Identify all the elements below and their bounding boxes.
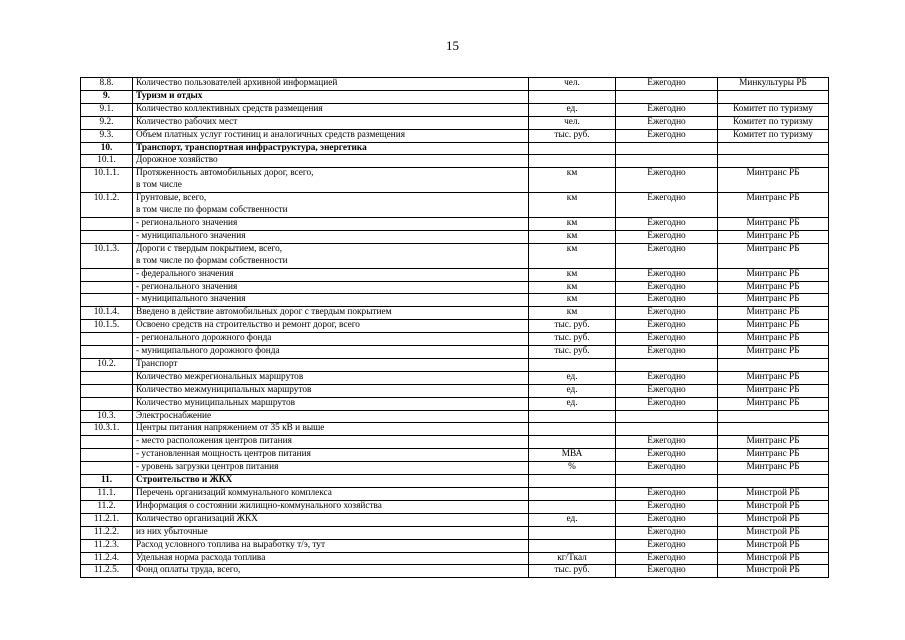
indicator-name xyxy=(133,526,529,539)
responsible-cell: Минтранс РБ xyxy=(718,268,829,281)
indicator-name-line: - муниципального дорожного фонда xyxy=(136,346,280,357)
responsible-cell xyxy=(718,475,829,488)
unit-cell: км xyxy=(529,168,616,193)
indicator-name-line: Центры питания напряжением от 35 кВ и выше xyxy=(136,423,325,434)
indicator-name-line: Введено в действие автомобильных дорог с твердым покрытием xyxy=(136,307,392,318)
table-row xyxy=(81,500,829,513)
indicator-name xyxy=(133,488,529,501)
unit-cell: % xyxy=(529,462,616,475)
row-number: 10.3. xyxy=(81,410,133,423)
responsible-cell xyxy=(718,423,829,436)
indicator-name xyxy=(133,384,529,397)
table-row xyxy=(81,320,829,333)
unit-cell: ед. xyxy=(529,371,616,384)
unit-cell: км xyxy=(529,268,616,281)
row-number xyxy=(81,384,133,397)
responsible-cell: Минстрой РБ xyxy=(718,565,829,578)
unit-cell xyxy=(529,90,616,103)
frequency-cell: Ежегодно xyxy=(616,449,718,462)
frequency-cell: Ежегодно xyxy=(616,488,718,501)
indicator-name xyxy=(133,513,529,526)
responsible-cell: Минтранс РБ xyxy=(718,436,829,449)
table-row xyxy=(81,475,829,488)
table-body xyxy=(81,78,829,578)
table-row xyxy=(81,193,829,218)
indicator-name-line: - установленная мощность центров питания xyxy=(136,449,311,460)
indicator-name xyxy=(133,78,529,91)
row-number: 10.1.5. xyxy=(81,320,133,333)
indicator-name-line: - муниципального значения xyxy=(136,294,246,305)
table-row xyxy=(81,168,829,193)
indicator-name xyxy=(133,539,529,552)
indicator-name-line: Расход условного топлива на выработку т/э, тут xyxy=(136,539,326,550)
indicator-name-line: Освоено средств на строительство и ремонт дорог, всего xyxy=(136,320,360,331)
table-row xyxy=(81,410,829,423)
table-row xyxy=(81,90,829,103)
frequency-cell: Ежегодно xyxy=(616,294,718,307)
indicator-name-line: Объем платных услуг гостиниц и аналогичных средств размещения xyxy=(136,129,405,140)
unit-cell: ед. xyxy=(529,397,616,410)
responsible-cell: Минстрой РБ xyxy=(718,552,829,565)
responsible-cell: Минтранс РБ xyxy=(718,397,829,410)
indicator-name-line: в том числе по формам собственности xyxy=(136,255,288,266)
table-row xyxy=(81,281,829,294)
row-number: 8.8. xyxy=(81,78,133,91)
indicator-name-line: Дорожное хозяйство xyxy=(136,155,218,166)
responsible-cell: Комитет по туризму xyxy=(718,129,829,142)
indicator-name-line: - уровень загрузки центров питания xyxy=(136,462,279,473)
table-row xyxy=(81,333,829,346)
table-row xyxy=(81,116,829,129)
frequency-cell: Ежегодно xyxy=(616,565,718,578)
frequency-cell: Ежегодно xyxy=(616,333,718,346)
unit-cell: тыс. руб. xyxy=(529,565,616,578)
frequency-cell xyxy=(616,358,718,371)
frequency-cell: Ежегодно xyxy=(616,268,718,281)
indicator-name xyxy=(133,155,529,168)
indicator-name-line: Транспорт xyxy=(136,358,178,369)
frequency-cell: Ежегодно xyxy=(616,129,718,142)
frequency-cell: Ежегодно xyxy=(616,500,718,513)
frequency-cell: Ежегодно xyxy=(616,307,718,320)
indicator-name-line: Туризм и отдых xyxy=(136,90,203,101)
responsible-cell: Минтранс РБ xyxy=(718,462,829,475)
row-number: 11.2.4. xyxy=(81,552,133,565)
indicator-name xyxy=(133,168,529,193)
unit-cell: тыс. руб. xyxy=(529,320,616,333)
row-number xyxy=(81,397,133,410)
row-number: 11.2. xyxy=(81,500,133,513)
indicator-name-line: Количество коллективных средств размещения xyxy=(136,103,323,114)
indicator-name-line: в том числе по формам собственности xyxy=(136,205,288,216)
responsible-cell: Минтранс РБ xyxy=(718,307,829,320)
indicator-name-line: - место расположения центров питания xyxy=(136,436,292,447)
indicator-name xyxy=(133,475,529,488)
table-row xyxy=(81,397,829,410)
indicator-name-line: Протяженность автомобильных дорог, всего, xyxy=(136,168,314,179)
responsible-cell xyxy=(718,358,829,371)
row-number xyxy=(81,449,133,462)
table-row xyxy=(81,129,829,142)
unit-cell: ед. xyxy=(529,513,616,526)
row-number xyxy=(81,462,133,475)
unit-cell: тыс. руб. xyxy=(529,346,616,359)
row-number: 11.2.3. xyxy=(81,539,133,552)
indicator-name xyxy=(133,500,529,513)
frequency-cell xyxy=(616,475,718,488)
indicator-name xyxy=(133,217,529,230)
responsible-cell: Комитет по туризму xyxy=(718,116,829,129)
unit-cell xyxy=(529,436,616,449)
unit-cell: МВА xyxy=(529,449,616,462)
responsible-cell: Минтранс РБ xyxy=(718,168,829,193)
table-row xyxy=(81,358,829,371)
row-number: 10.1.1. xyxy=(81,168,133,193)
row-number: 11.2.1. xyxy=(81,513,133,526)
table-row xyxy=(81,142,829,155)
indicator-name-line: Грунтовые, всего, xyxy=(136,193,207,204)
indicator-name-line: Количество межрегиональных маршрутов xyxy=(136,371,304,382)
indicator-name-line: Перечень организаций коммунального комплекса xyxy=(136,488,332,498)
responsible-cell: Минтранс РБ xyxy=(718,346,829,359)
unit-cell: ед. xyxy=(529,384,616,397)
row-number: 11. xyxy=(81,475,133,488)
responsible-cell: Минтранс РБ xyxy=(718,193,829,218)
table-row xyxy=(81,423,829,436)
frequency-cell xyxy=(616,410,718,423)
row-number: 9. xyxy=(81,90,133,103)
unit-cell xyxy=(529,526,616,539)
indicator-name-line: - регионального значения xyxy=(136,217,238,228)
indicator-name xyxy=(133,565,529,578)
row-number: 10.3.1. xyxy=(81,423,133,436)
responsible-cell: Минстрой РБ xyxy=(718,513,829,526)
unit-cell: км xyxy=(529,281,616,294)
indicator-name xyxy=(133,410,529,423)
table-row xyxy=(81,103,829,116)
unit-cell xyxy=(529,142,616,155)
unit-cell: кг/Ткал xyxy=(529,552,616,565)
responsible-cell: Минтранс РБ xyxy=(718,217,829,230)
frequency-cell: Ежегодно xyxy=(616,243,718,268)
unit-cell: ед. xyxy=(529,103,616,116)
responsible-cell: Минстрой РБ xyxy=(718,526,829,539)
indicator-name xyxy=(133,243,529,268)
indicator-name xyxy=(133,294,529,307)
indicator-name-line: Количество муниципальных маршрутов xyxy=(136,397,295,408)
row-number xyxy=(81,371,133,384)
table-row xyxy=(81,230,829,243)
unit-cell: км xyxy=(529,243,616,268)
unit-cell: тыс. руб. xyxy=(529,129,616,142)
table-row xyxy=(81,513,829,526)
row-number xyxy=(81,230,133,243)
responsible-cell: Комитет по туризму xyxy=(718,103,829,116)
unit-cell: км xyxy=(529,193,616,218)
indicator-name-line: - федерального значения xyxy=(136,268,234,279)
indicator-name-line: - регионального значения xyxy=(136,281,238,292)
row-number: 11.2.2. xyxy=(81,526,133,539)
frequency-cell: Ежегодно xyxy=(616,462,718,475)
indicator-name xyxy=(133,423,529,436)
frequency-cell: Ежегодно xyxy=(616,346,718,359)
table-row xyxy=(81,462,829,475)
indicator-name xyxy=(133,462,529,475)
table-row xyxy=(81,243,829,268)
responsible-cell: Минтранс РБ xyxy=(718,333,829,346)
table-row xyxy=(81,294,829,307)
frequency-cell: Ежегодно xyxy=(616,552,718,565)
row-number: 10.1.4. xyxy=(81,307,133,320)
unit-cell xyxy=(529,358,616,371)
indicator-name xyxy=(133,371,529,384)
frequency-cell xyxy=(616,142,718,155)
unit-cell: тыс. руб. xyxy=(529,333,616,346)
responsible-cell: Минтранс РБ xyxy=(718,384,829,397)
frequency-cell: Ежегодно xyxy=(616,384,718,397)
table-row xyxy=(81,526,829,539)
table-row xyxy=(81,436,829,449)
table-row xyxy=(81,78,829,91)
frequency-cell: Ежегодно xyxy=(616,281,718,294)
unit-cell xyxy=(529,423,616,436)
indicator-name-line: Транспорт, транспортная инфраструктура, энергетика xyxy=(136,142,367,153)
indicator-name xyxy=(133,193,529,218)
indicator-name xyxy=(133,307,529,320)
table-row xyxy=(81,268,829,281)
row-number xyxy=(81,281,133,294)
unit-cell xyxy=(529,488,616,501)
table-row xyxy=(81,384,829,397)
indicator-name xyxy=(133,449,529,462)
indicator-name xyxy=(133,268,529,281)
frequency-cell xyxy=(616,90,718,103)
unit-cell: чел. xyxy=(529,116,616,129)
frequency-cell xyxy=(616,155,718,168)
row-number: 10.2. xyxy=(81,358,133,371)
frequency-cell xyxy=(616,423,718,436)
indicator-name-line: из них убыточные xyxy=(136,526,208,537)
row-number xyxy=(81,436,133,449)
indicator-name-line: Электроснабжение xyxy=(136,410,212,421)
indicator-name xyxy=(133,436,529,449)
table-row xyxy=(81,346,829,359)
indicator-name-line: в том числе xyxy=(136,180,182,191)
indicator-name-line: Удельная норма расхода топлива xyxy=(136,552,266,563)
indicators-table xyxy=(80,77,829,578)
responsible-cell xyxy=(718,142,829,155)
indicator-name-line: Строительство и ЖКХ xyxy=(136,475,233,486)
indicator-name-line: Количество пользователей архивной информацией xyxy=(136,78,338,88)
row-number: 9.1. xyxy=(81,103,133,116)
table-row xyxy=(81,539,829,552)
row-number: 9.2. xyxy=(81,116,133,129)
unit-cell xyxy=(529,410,616,423)
indicator-name xyxy=(133,116,529,129)
frequency-cell: Ежегодно xyxy=(616,78,718,91)
table-row xyxy=(81,371,829,384)
indicator-name xyxy=(133,90,529,103)
indicator-name-line: Количество межмуниципальных маршрутов xyxy=(136,384,312,395)
responsible-cell: Минтранс РБ xyxy=(718,294,829,307)
frequency-cell: Ежегодно xyxy=(616,168,718,193)
unit-cell xyxy=(529,500,616,513)
indicator-name xyxy=(133,129,529,142)
row-number: 10.1.3. xyxy=(81,243,133,268)
frequency-cell: Ежегодно xyxy=(616,193,718,218)
responsible-cell: Минтранс РБ xyxy=(718,281,829,294)
indicator-name-line: Фонд оплаты труда, всего, xyxy=(136,565,241,576)
frequency-cell: Ежегодно xyxy=(616,217,718,230)
indicator-name xyxy=(133,142,529,155)
row-number xyxy=(81,333,133,346)
row-number: 11.2.5. xyxy=(81,565,133,578)
table-row xyxy=(81,552,829,565)
indicator-name-line: Дороги с твердым покрытием, всего, xyxy=(136,243,283,254)
responsible-cell: Минтранс РБ xyxy=(718,243,829,268)
table-row xyxy=(81,155,829,168)
responsible-cell: Минтранс РБ xyxy=(718,230,829,243)
frequency-cell: Ежегодно xyxy=(616,371,718,384)
row-number: 10.1. xyxy=(81,155,133,168)
responsible-cell xyxy=(718,155,829,168)
frequency-cell: Ежегодно xyxy=(616,397,718,410)
responsible-cell: Минтранс РБ xyxy=(718,320,829,333)
indicator-name-line: - муниципального значения xyxy=(136,230,246,241)
unit-cell: км xyxy=(529,217,616,230)
table-row xyxy=(81,307,829,320)
indicator-name-line: Количество организаций ЖКХ xyxy=(136,513,258,524)
page-number: 15 xyxy=(446,38,459,53)
indicator-name xyxy=(133,397,529,410)
indicator-name xyxy=(133,346,529,359)
indicator-name xyxy=(133,230,529,243)
row-number: 10.1.2. xyxy=(81,193,133,218)
responsible-cell: Минстрой РБ xyxy=(718,539,829,552)
row-number: 10. xyxy=(81,142,133,155)
frequency-cell: Ежегодно xyxy=(616,526,718,539)
row-number xyxy=(81,294,133,307)
unit-cell xyxy=(529,475,616,488)
responsible-cell: Минстрой РБ xyxy=(718,488,829,501)
frequency-cell: Ежегодно xyxy=(616,320,718,333)
frequency-cell: Ежегодно xyxy=(616,436,718,449)
unit-cell: км xyxy=(529,307,616,320)
row-number xyxy=(81,217,133,230)
row-number xyxy=(81,346,133,359)
table-row xyxy=(81,565,829,578)
row-number xyxy=(81,268,133,281)
responsible-cell: Минстрой РБ xyxy=(718,500,829,513)
frequency-cell: Ежегодно xyxy=(616,513,718,526)
frequency-cell: Ежегодно xyxy=(616,116,718,129)
unit-cell: км xyxy=(529,294,616,307)
indicator-name-line: Информация о состоянии жилищно-коммунального хозяйства xyxy=(136,500,382,511)
responsible-cell xyxy=(718,90,829,103)
frequency-cell: Ежегодно xyxy=(616,230,718,243)
responsible-cell: Минтранс РБ xyxy=(718,371,829,384)
responsible-cell: Минкультуры РБ xyxy=(718,78,829,91)
indicator-name xyxy=(133,320,529,333)
unit-cell: км xyxy=(529,230,616,243)
indicator-name xyxy=(133,358,529,371)
indicator-name-line: Количество рабочих мест xyxy=(136,116,238,127)
unit-cell xyxy=(529,539,616,552)
unit-cell xyxy=(529,155,616,168)
table-row xyxy=(81,217,829,230)
indicator-name xyxy=(133,103,529,116)
indicator-name-line: - регионального дорожного фонда xyxy=(136,333,272,344)
responsible-cell: Минтранс РБ xyxy=(718,449,829,462)
frequency-cell: Ежегодно xyxy=(616,539,718,552)
indicator-name xyxy=(133,552,529,565)
responsible-cell xyxy=(718,410,829,423)
row-number: 9.3. xyxy=(81,129,133,142)
row-number: 11.1. xyxy=(81,488,133,501)
table-row xyxy=(81,488,829,501)
indicator-name xyxy=(133,333,529,346)
frequency-cell: Ежегодно xyxy=(616,103,718,116)
table-row xyxy=(81,449,829,462)
unit-cell: чел. xyxy=(529,78,616,91)
indicator-name xyxy=(133,281,529,294)
